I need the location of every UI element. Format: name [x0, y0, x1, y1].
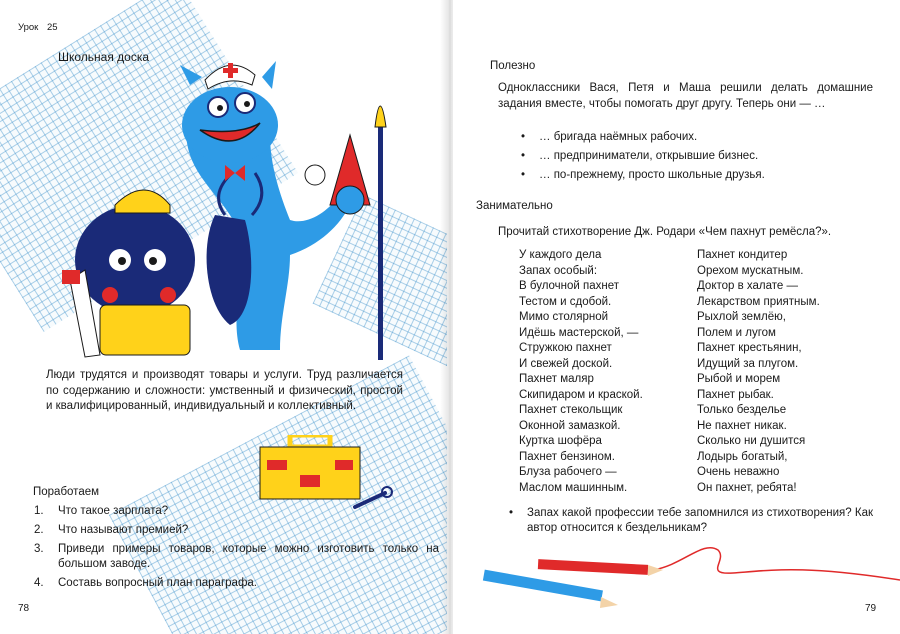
poem-line: Пахнет бензином. [519, 450, 615, 463]
worker-cheek-right [160, 287, 176, 303]
answer-options [517, 130, 857, 187]
poem-line: Лодырь богатый, [697, 450, 788, 463]
question-text: Что называют премией? [58, 524, 189, 536]
poem-line: Идущий за плугом. [697, 357, 799, 370]
final-question: • Запах какой профессии тебе запомнился из стихотворения? Как автор относится к бездельникам? [505, 506, 873, 536]
poem-line: И свежей доской. [519, 357, 613, 370]
monsters-illustration [40, 55, 410, 365]
question-text: Приведи примеры товаров, которые можно изготовить только на большом заводе. [58, 543, 439, 570]
doctor-monster-ear-left [180, 65, 202, 85]
poem-stanza-right [697, 310, 802, 372]
intro-text: Люди трудятся и производят товары и услуги. Труд различается по содержанию и сложности: умственный и физический, простой и квалифицированный, индивидуальный и коллективный. [46, 369, 403, 412]
answer-option: • … по-прежнему, просто школьные друзья. [517, 168, 857, 183]
toolbox-handle [290, 435, 330, 447]
paintbrush-tip [375, 106, 386, 127]
lesson-label [18, 22, 64, 33]
poem-line: Маслом машинным. [519, 481, 628, 494]
poem-line: Полем и лугом [697, 326, 776, 339]
pencils-illustration [473, 535, 900, 615]
interesting-section-title: Занимательно [476, 200, 553, 212]
question-item [34, 504, 439, 519]
red-pencil [538, 559, 648, 575]
palette [305, 165, 325, 185]
poem-stanza-left [519, 248, 619, 310]
doctor-monster-head [182, 87, 278, 163]
doctor-hat-cross-h [223, 68, 238, 73]
poem-line: Не пахнет никак. [697, 419, 787, 432]
worker-cheek-left [102, 287, 118, 303]
question-list [34, 504, 439, 595]
poem-line: Только безделье [697, 404, 787, 416]
red-doodle-line [653, 548, 900, 580]
lesson-word: Урок [18, 22, 39, 33]
poem-line: Сколько ни душится [697, 435, 806, 447]
red-pencil-tip [648, 565, 663, 576]
navy-bag [207, 215, 252, 325]
poem-stanza-left [519, 310, 638, 372]
poem-stanza-right [697, 372, 787, 434]
poem-line: У каждого дела [519, 249, 602, 261]
blue-pencil-tip [600, 597, 618, 608]
poem-line: Тестом и сдобой. [519, 295, 612, 308]
poem-stanza-left [519, 434, 627, 496]
wizard-face [336, 186, 364, 214]
poem-line: Скипидаром и краской. [519, 388, 643, 401]
work-section-title: Поработаем [33, 486, 100, 498]
poem-line: Запах особый: [519, 264, 598, 277]
poem-line: Орехом мускатным. [697, 264, 804, 277]
poem-line: Идёшь мастерской, — [519, 326, 639, 339]
poem-line: Куртка шофёра [519, 435, 602, 447]
toolbox-latch-left [267, 460, 287, 470]
poem-line: Лекарством приятным. [697, 295, 820, 308]
toolbox-latch-right [335, 460, 353, 470]
blue-pencil [483, 570, 603, 602]
lesson-number: 25 [46, 22, 58, 33]
poem-line: Доктор в халате — [697, 280, 799, 292]
poem-line: Стружкою пахнет [519, 342, 612, 354]
poem-line: Пахнет кондитер [697, 249, 788, 261]
poem-stanza-right [697, 434, 805, 496]
question-text: Что такое зарплата? [58, 505, 169, 517]
question-item [34, 542, 439, 572]
question-item [34, 523, 439, 538]
page-number-right: 79 [865, 603, 877, 614]
poem-line: Блуза рабочего — [519, 466, 617, 478]
poem-stanza-right [697, 248, 820, 310]
poem-line: Рыхлой землёю, [697, 311, 786, 323]
poem-stanza-left [519, 372, 643, 434]
doctor-monster-ear-right [262, 61, 276, 89]
answer-option: • … бригада наёмных рабочих. [517, 130, 857, 145]
left-page [0, 0, 447, 634]
worker-head [75, 205, 195, 315]
page-number-left: 78 [18, 603, 30, 614]
poem-line: Рыбой и морем [697, 373, 781, 385]
saw-handle [62, 270, 80, 284]
poem-intro: Прочитай стихотворение Дж. Родари «Чем пахнут ремёсла?». [498, 226, 832, 238]
worker-pupil-left [118, 257, 126, 265]
worker-pupil-right [149, 257, 157, 265]
poem-line: Пахнет маляр [519, 373, 594, 385]
question-item [34, 576, 439, 591]
page-heading: Школьная доска [58, 50, 150, 64]
poem-line: Мимо столярной [519, 311, 609, 323]
poem-line: Пахнет крестьянин, [697, 342, 802, 354]
doctor-pupil-left [217, 105, 223, 111]
poem-line: Пахнет стекольщик [519, 404, 623, 416]
hard-hat [115, 190, 170, 213]
question-text: Составь вопросный план параграфа. [58, 577, 257, 589]
worker-overalls [100, 305, 190, 355]
poem-line: Он пахнет, ребята! [697, 481, 797, 494]
question-number: 2. [34, 524, 44, 536]
paintbrush-stick [378, 125, 383, 360]
question-number: 4. [34, 577, 44, 589]
poem-line: В булочной пахнет [519, 280, 620, 292]
useful-text: Одноклассники Вася, Петя и Маша решили делать домашние задания вместе, чтобы помогать друг другу. Теперь они — … [498, 82, 873, 110]
poem-line: Очень неважно [697, 466, 780, 478]
poem-line: Пахнет рыбак. [697, 388, 774, 401]
toolbox-body [260, 447, 360, 499]
useful-section-title: Полезно [490, 60, 536, 72]
answer-option: • … предприниматели, открывшие бизнес. [517, 149, 857, 164]
poem-line: Оконной замазкой. [519, 419, 621, 432]
question-number: 1. [34, 505, 44, 517]
toolbox-latch-center [300, 475, 320, 487]
right-page [453, 0, 900, 634]
doctor-pupil-right [244, 101, 250, 107]
question-number: 3. [34, 543, 44, 555]
